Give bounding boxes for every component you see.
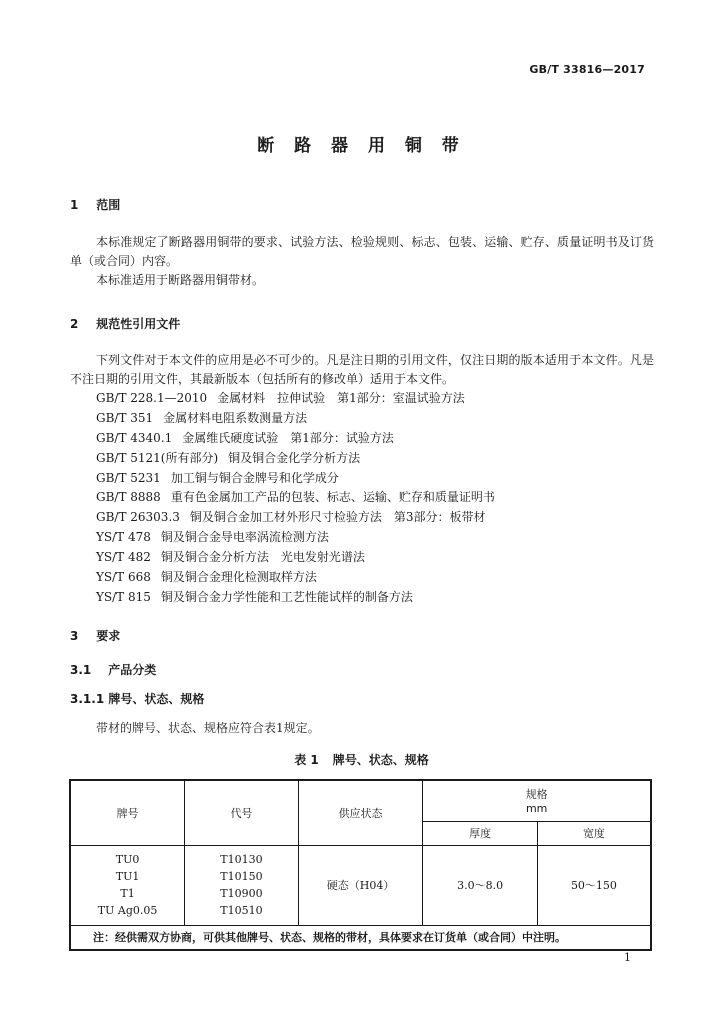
reference-item <box>96 469 495 489</box>
section-title: 牌号、状态、规格 <box>108 692 205 706</box>
section-title: 范围 <box>96 198 121 212</box>
scope-paragraph-2: 本标准适用于断路器用铜带材。 <box>96 273 265 287</box>
header-spec <box>423 780 651 821</box>
table-note: 注：经供需双方协商，可供其他牌号、状态、规格的带材，具体要求在订货单（或合同）中注明。 <box>70 925 651 950</box>
section-1-heading <box>70 196 120 213</box>
code-value: T10510 <box>220 904 263 917</box>
reference-name: 金属材料 拉伸试验 第1部分：室温试验方法 <box>217 391 465 405</box>
code-cell <box>185 845 299 925</box>
code-value: T10130 <box>220 853 263 866</box>
section-2-heading <box>70 315 180 332</box>
reference-code: YS/T 478 <box>96 530 151 545</box>
reference-name: 铜及铜合金分析方法 光电发射光谱法 <box>160 550 365 565</box>
reference-name: 铜及铜合金导电率涡流检测方法 <box>160 530 329 545</box>
section-title: 产品分类 <box>108 663 157 677</box>
reference-code: YS/T 668 <box>96 570 151 585</box>
grade-value: T1 <box>120 887 135 900</box>
table-reference-paragraph: 带材的牌号、状态、规格应符合表1规定。 <box>96 721 320 735</box>
reference-item <box>96 508 495 528</box>
grade-value: TU0 <box>115 853 140 866</box>
grade-value: TU1 <box>115 870 140 883</box>
reference-code: GB/T 26303.3 <box>96 510 180 525</box>
reference-code: YS/T 815 <box>96 589 151 604</box>
reference-name: 金属维氏硬度试验 第1部分：试验方法 <box>182 430 394 445</box>
document-title: 断 路 器 用 铜 带 <box>257 136 466 156</box>
temper-cell: 硬态（H04） <box>298 845 423 925</box>
section-number: 1 <box>70 198 79 212</box>
reference-code: GB/T 351 <box>96 410 154 425</box>
reference-code: GB/T 5121(所有部分) <box>96 450 219 465</box>
thickness-cell: 3.0～8.0 <box>423 845 538 925</box>
spec-table <box>69 779 652 951</box>
grade-value: TU Ag0.05 <box>97 904 158 917</box>
section-title: 规范性引用文件 <box>96 317 181 331</box>
reference-name: 铜及铜合金化学分析方法 <box>228 450 361 465</box>
section-3-1-1-heading <box>70 690 204 707</box>
section-number: 2 <box>70 317 79 331</box>
reference-name: 铜及铜合金力学性能和工艺性能试样的制备方法 <box>160 589 413 604</box>
reference-list <box>96 389 495 608</box>
reference-code: GB/T 4340.1 <box>96 430 173 445</box>
code-value: T10150 <box>220 870 263 883</box>
scope-paragraph-1: 本标准规定了断路器用铜带的要求、试验方法、检验规则、标志、包装、运输、贮存、质量证明书及订货单（或合同）内容。 <box>70 235 654 268</box>
header-code: 代号 <box>185 780 299 845</box>
reference-item <box>96 528 495 548</box>
reference-item <box>96 588 495 608</box>
section-3-heading <box>70 627 120 644</box>
reference-name: 重有色金属加工产品的包装、标志、运输、贮存和质量证明书 <box>170 490 495 505</box>
reference-code: GB/T 228.1—2010 <box>96 391 208 405</box>
reference-item <box>96 389 495 409</box>
reference-item <box>96 449 495 469</box>
reference-item <box>96 568 495 588</box>
reference-name: 铜及铜合金理化检测取样方法 <box>160 570 317 585</box>
table-caption <box>0 751 723 768</box>
reference-name: 铜及铜合金加工材外形尺寸检验方法 第3部分：板带材 <box>189 510 486 525</box>
table-number: 表 1 <box>294 753 319 767</box>
table-title: 牌号、状态、规格 <box>332 753 429 767</box>
reference-name: 加工铜与铜合金牌号和化学成分 <box>170 470 339 485</box>
code-value: T10900 <box>220 887 263 900</box>
header-thickness: 厚度 <box>423 821 538 845</box>
grade-cell <box>70 845 185 925</box>
reference-item <box>96 429 495 449</box>
reference-code: YS/T 482 <box>96 550 151 565</box>
header-spec-unit: mm <box>525 802 548 816</box>
section-3-1-heading <box>70 661 156 678</box>
width-cell: 50～150 <box>537 845 651 925</box>
header-temper: 供应状态 <box>298 780 423 845</box>
normative-intro-paragraph: 下列文件对于本文件的应用是必不可少的。凡是注日期的引用文件，仅注日期的版本适用于本文件。凡是不注日期的引用文件，其最新版本（包括所有的修改单）适用于本文件。 <box>70 353 654 386</box>
reference-name: 金属材料电阻系数测量方法 <box>163 410 308 425</box>
section-number: 3 <box>70 629 79 643</box>
reference-code: GB/T 5231 <box>96 470 161 485</box>
reference-item <box>96 409 495 429</box>
header-width: 宽度 <box>537 821 651 845</box>
reference-code: GB/T 8888 <box>96 490 161 505</box>
section-number: 3.1.1 <box>70 692 105 706</box>
page-number: 1 <box>624 951 631 964</box>
reference-item <box>96 488 495 508</box>
reference-item <box>96 548 495 568</box>
header-spec-label: 规格 <box>525 788 548 802</box>
section-number: 3.1 <box>70 663 92 677</box>
section-title: 要求 <box>96 629 121 643</box>
header-grade: 牌号 <box>70 780 185 845</box>
standard-code: GB/T 33816—2017 <box>529 63 645 76</box>
